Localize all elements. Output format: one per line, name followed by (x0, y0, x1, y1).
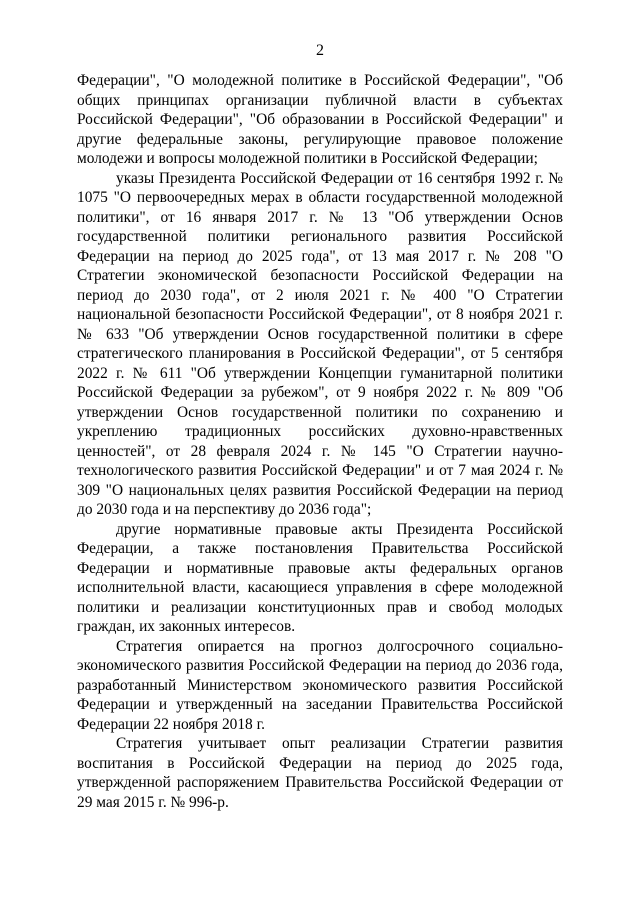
paragraph-strategy-forecast: Стратегия опирается на прогноз долгосрочного социально-экономического развития Российской Федерации на период до 2036 года, разработанный Министерством экономического развития Российской Федерации и утвержденный на заседании Правительства Российской Федерации 22 ноября 2018 г. (77, 637, 563, 733)
page-number: 2 (316, 42, 324, 59)
paragraph-other-normative-acts: другие нормативные правовые акты Президента Российской Федерации, а также постановления Правительства Российской Федерации и нормативные правовые акты федеральных органов исполнительной власти, касающиеся управления в сфере молодежной политики и реализации конституционных прав и свобод молодых граждан, их законных интересов. (77, 520, 563, 635)
document-body (77, 71, 563, 812)
paragraph-federal-laws: Федерации", "О молодежной политике в Российской Федерации", "Об общих принципах организации публичной власти в субъектах Российской Федерации", "Об образовании в Российской Федерации" и другие федеральные законы, регулирующие правовое положение молодежи и вопросы молодежной политики в Российской Федерации; (77, 72, 563, 167)
paragraph-strategy-experience: Стратегия учитывает опыт реализации Стратегии развития воспитания в Российской Федерации на период до 2025 года, утвержденной распоряжением Правительства Российской Федерации от 29 мая 2015 г. № 996-р. (77, 735, 563, 811)
paragraph-presidential-decrees: указы Президента Российской Федерации от 16 сентября 1992 г. № 1075 "О первоочередных мерах в области государственной молодежной политики", от 16 января 2017 г. № 13 "Об утверждении Основ государственной политики регионального развития Российской Федерации на период до 2025 года", от 13 мая 2017 г. № 208 "О Стратегии экономической безопасности Российской Федерации на период до 2030 года", от 2 июля 2021 г. № 400 "О Стратегии национальной безопасности Российской Федерации", от 8 ноября 2021 г. № 633 "Об утверждении Основ государственной политики в сфере стратегического планирования в Российской Федерации", от 5 сентября 2022 г. № 611 "Об утверждении Концепции гуманитарной политики Российской Федерации за рубежом", от 9 ноября 2022 г. № 809 "Об утверждении Основ государственной политики по сохранению и укреплению традиционных российских духовно-нравственных ценностей", от 28 февраля 2024 г. № 145 "О Стратегии научно-технологического развития Российской Федерации" и от 7 мая 2024 г. № 309 "О национальных целях развития Российской Федерации на период до 2030 года и на перспективу до 2036 года"; (77, 169, 563, 518)
